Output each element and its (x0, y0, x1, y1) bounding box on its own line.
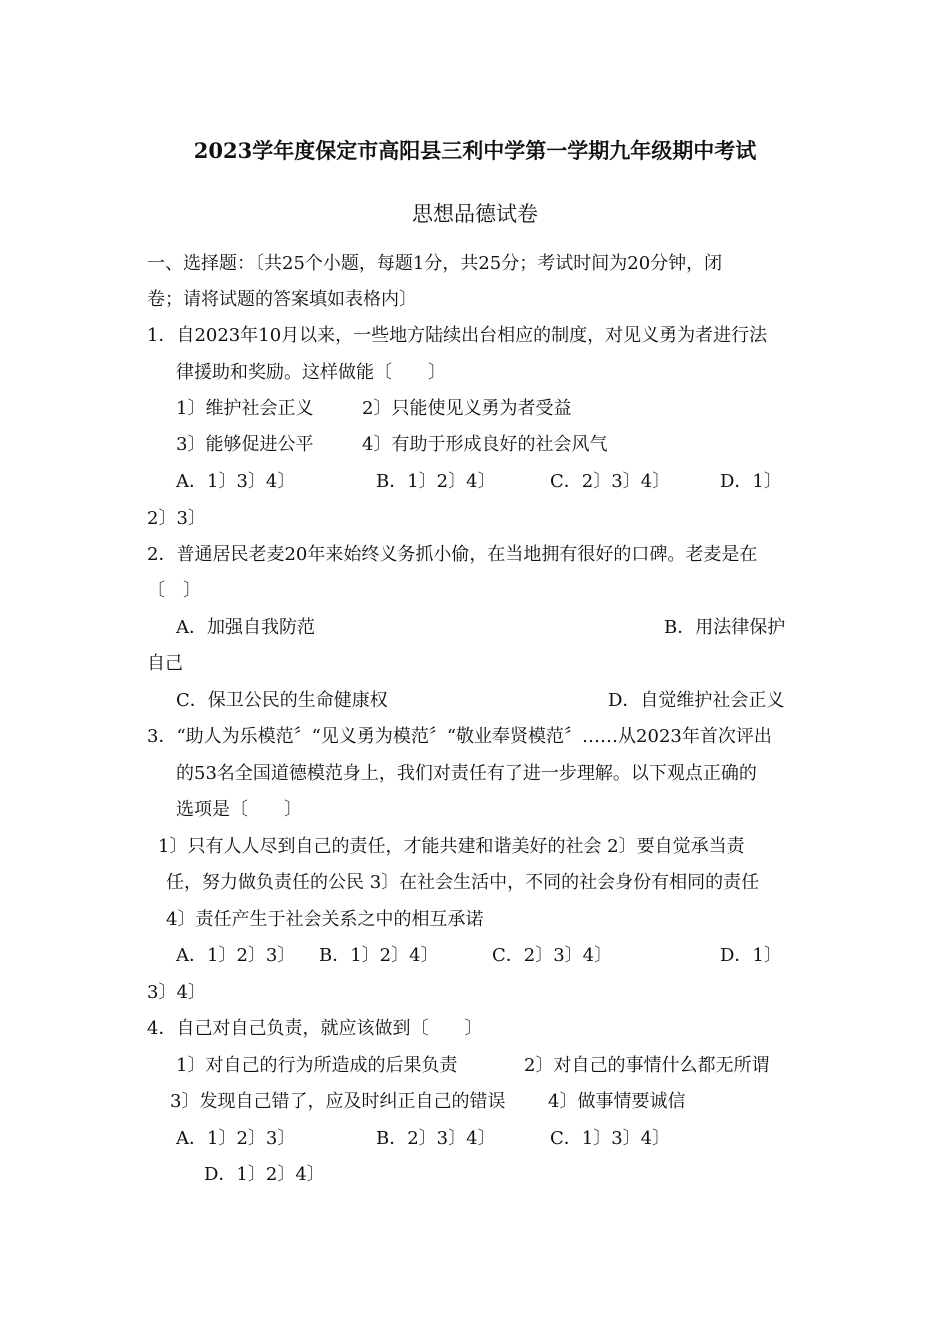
question-1-option-d-wrap: 2〕3〕 (147, 508, 206, 529)
question-1-option-d: D．1〕 (720, 471, 782, 492)
question-2-stem: 〔 〕 (147, 580, 201, 601)
question-4-item: 2〕对自己的事情什么都无所谓 (524, 1055, 770, 1076)
question-1-item: 3〕能够促进公平 (176, 434, 314, 455)
question-2-option-b: B．用法律保护 (664, 617, 786, 638)
question-4-item: 4〕做事情要诚信 (548, 1091, 686, 1112)
question-2-option-d: D．自觉维护社会正义 (608, 690, 785, 711)
question-3-items: 4〕责任产生于社会关系之中的相互承诺 (166, 909, 484, 930)
question-2-stem: 2．普通居民老麦20年来始终义务抓小偷，在当地拥有很好的口碑。老麦是在 (147, 544, 758, 565)
question-2-option-c: C．保卫公民的生命健康权 (176, 690, 388, 711)
question-4-item: 1〕对自己的行为所造成的后果负责 (176, 1055, 458, 1076)
question-3-items: 任，努力做负责任的公民 3〕在社会生活中，不同的社会身份有相同的责任 (166, 872, 760, 893)
page-title: 2023学年度保定市高阳县三利中学第一学期九年级期中考试 (193, 138, 757, 163)
question-2-option-a: A．加强自我防范 (176, 617, 315, 638)
question-4-option-b: B．2〕3〕4〕 (376, 1128, 496, 1149)
question-1-option-b: B．1〕2〕4〕 (376, 471, 496, 492)
question-3-option-a: A．1〕2〕3〕 (176, 945, 296, 966)
section-intro-line: 卷；请将试题的答案填如表格内〕 (147, 289, 417, 310)
question-1-stem: 律援助和奖励。这样做能〔 〕 (176, 362, 446, 383)
question-1-item: 4〕有助于形成良好的社会风气 (362, 434, 608, 455)
question-2-option-b-wrap: 自己 (147, 653, 183, 674)
question-1-option-a: A．1〕3〕4〕 (176, 471, 296, 492)
question-3-option-c: C．2〕3〕4〕 (492, 945, 613, 966)
question-3-option-d-wrap: 3〕4〕 (147, 982, 206, 1003)
question-4-option-d: D．1〕2〕4〕 (204, 1164, 325, 1185)
question-1-item: 2〕只能使见义勇为者受益 (362, 398, 572, 419)
question-1-option-c: C．2〕3〕4〕 (550, 471, 671, 492)
question-4-option-c: C．1〕3〕4〕 (550, 1128, 671, 1149)
question-4-item: 3〕发现自己错了，应及时纠正自己的错误 (170, 1091, 506, 1112)
question-3-stem: 选项是〔 〕 (176, 799, 302, 820)
question-3-stem: 3．“助人为乐模范〞“见义勇为模范〞“敬业奉贤模范〞……从2023年首次评出 (147, 726, 772, 747)
question-3-option-d: D．1〕 (720, 945, 782, 966)
page-subtitle: 思想品德试卷 (412, 202, 538, 226)
question-4-option-a: A．1〕2〕3〕 (176, 1128, 296, 1149)
section-intro-line: 一、选择题：〔共25个小题，每题1分，共25分；考试时间为20分钟，闭 (147, 253, 723, 274)
question-3-items: 1〕只有人人尽到自己的责任，才能共建和谐美好的社会 2〕要自觉承当责 (158, 836, 745, 857)
question-1-item: 1〕维护社会正义 (176, 398, 314, 419)
question-3-stem: 的53名全国道德模范身上，我们对责任有了进一步理解。以下观点正确的 (176, 763, 757, 784)
question-4-stem: 4．自己对自己负责，就应该做到〔 〕 (147, 1018, 483, 1039)
question-3-option-b: B．1〕2〕4〕 (319, 945, 439, 966)
question-1-stem: 1．自2023年10月以来，一些地方陆续出台相应的制度，对见义勇为者进行法 (147, 325, 768, 346)
